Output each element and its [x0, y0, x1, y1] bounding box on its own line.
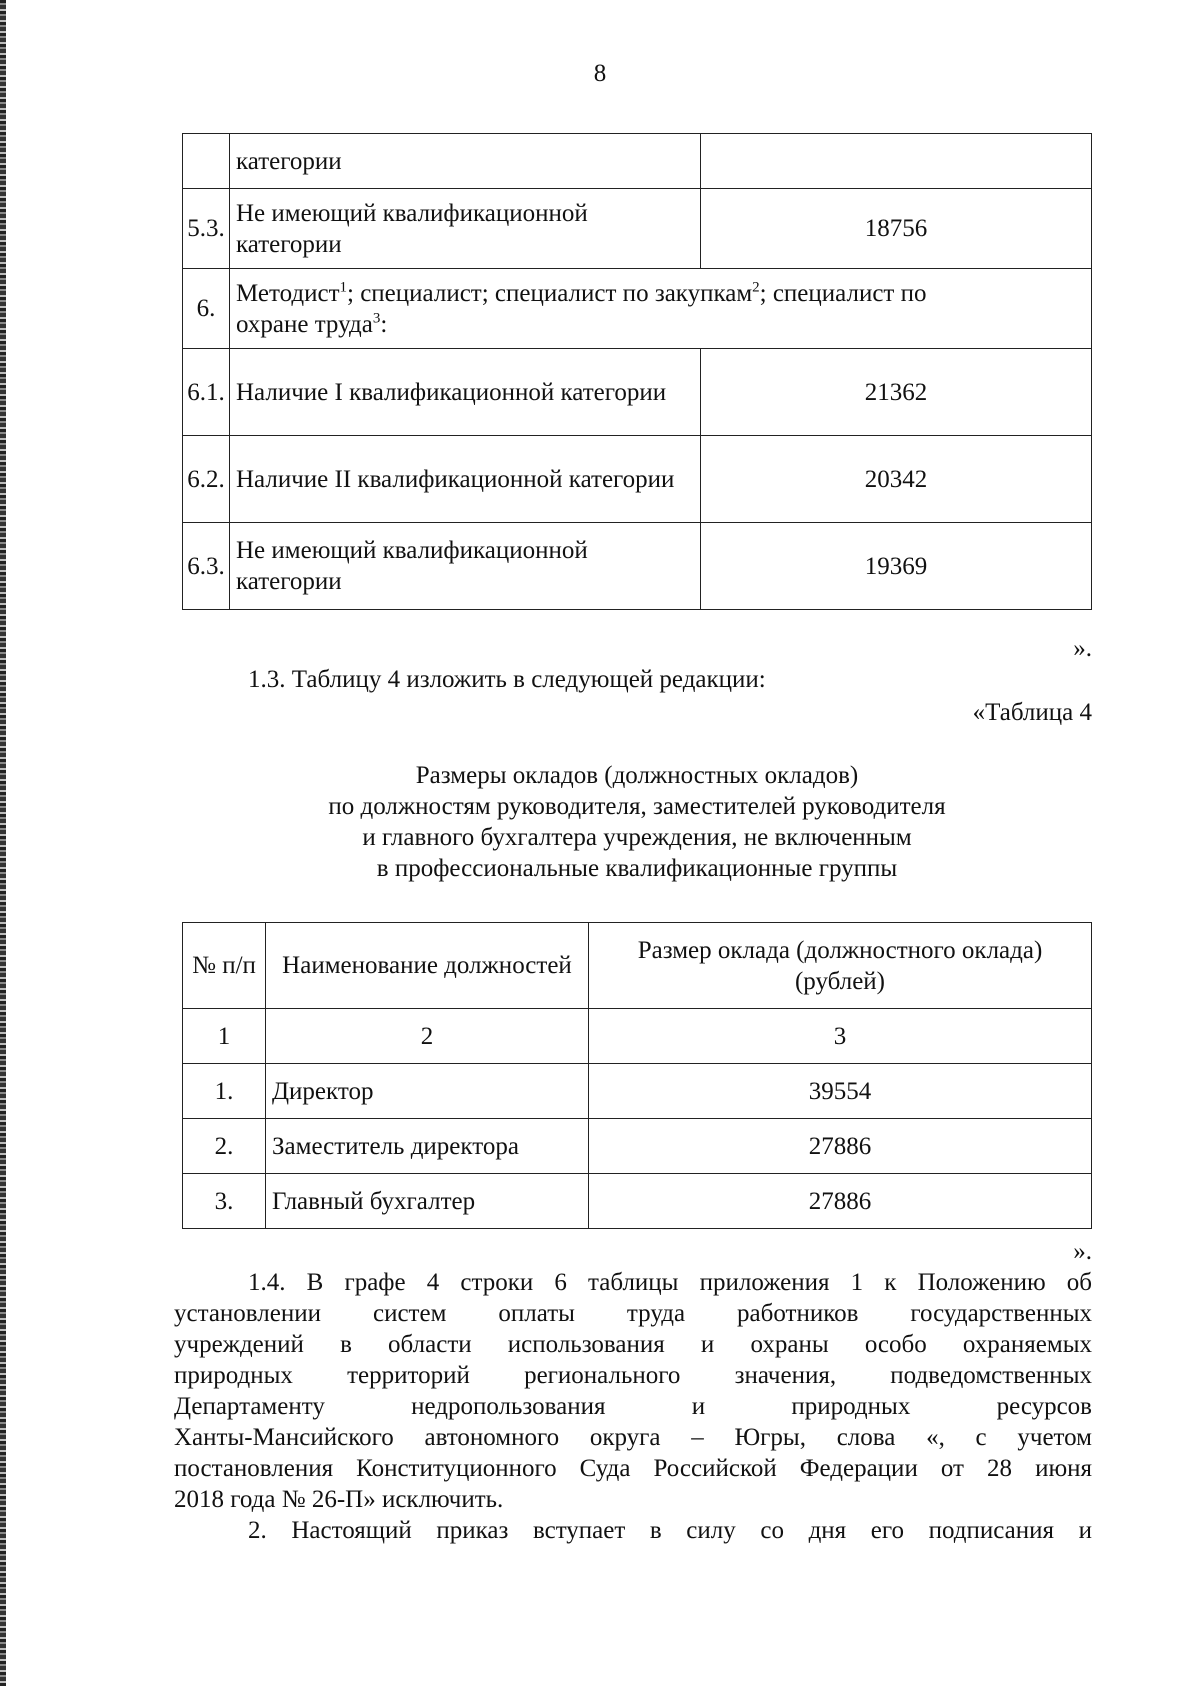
- paragraph-line: Департаменту недропользования и природных ресурсов: [174, 1393, 1092, 1420]
- row-number: 6.1.: [183, 349, 230, 436]
- table-title: [182, 760, 1092, 884]
- row-number: 2.: [183, 1119, 266, 1174]
- table-column-numbers-row: [183, 1009, 1092, 1064]
- position-group-line-1: Методист$^1$; специалист; специалист по закупкам$^2$; специалист по: [236, 279, 927, 307]
- table-title-line: в профессиональные квалификационные группы: [376, 855, 898, 882]
- salary-table-continued: [182, 133, 1092, 610]
- position-name: Директор: [266, 1064, 589, 1119]
- paragraph-line: 2018 года № 26-П» исключить.: [174, 1486, 504, 1513]
- position-group-line-2: охране труда$^3$:: [236, 310, 388, 338]
- table-row: [183, 349, 1092, 436]
- salary-value: 39554: [589, 1064, 1092, 1119]
- paragraph-line: природных территорий регионального значения, подведомственных: [174, 1362, 1092, 1389]
- salary-value: [701, 134, 1092, 189]
- table-row: [183, 134, 1092, 189]
- salary-value: 20342: [701, 436, 1092, 523]
- scan-edge: [0, 0, 6, 1686]
- paragraph-1-4: [174, 1267, 1092, 1515]
- row-number: 5.3.: [183, 189, 230, 269]
- position-name: Заместитель директора: [266, 1119, 589, 1174]
- row-number: 6.3.: [183, 523, 230, 610]
- page-number: 8: [593, 60, 607, 87]
- closing-quote: ».: [1073, 635, 1092, 662]
- paragraph-line: установлении систем оплаты труда работников государственных: [174, 1300, 1092, 1327]
- row-number: 3.: [183, 1174, 266, 1229]
- table-title-line: и главного бухгалтера учреждения, не включенным: [362, 824, 912, 851]
- table-row: [183, 269, 1092, 349]
- table-header-row: [183, 923, 1092, 1009]
- closing-quote: ».: [1073, 1238, 1092, 1265]
- position-name: Наличие I квалификационной категории: [230, 349, 701, 436]
- position-name: категории: [230, 134, 701, 189]
- row-number: [183, 134, 230, 189]
- header-salary: Размер оклада (должностного оклада) (рублей): [589, 923, 1092, 1009]
- row-number: 6.: [183, 269, 230, 349]
- table-row: [183, 436, 1092, 523]
- position-name: Наличие II квалификационной категории: [230, 436, 701, 523]
- header-number: № п/п: [183, 923, 266, 1009]
- column-number: 1: [183, 1009, 266, 1064]
- row-number: 6.2.: [183, 436, 230, 523]
- column-number: 3: [589, 1009, 1092, 1064]
- paragraph-line: постановления Конституционного Суда Российской Федерации от 28 июня: [174, 1455, 1092, 1482]
- table-title-line: по должностям руководителя, заместителей руководителя: [328, 793, 946, 820]
- position-name: Не имеющий квалификационной категории: [230, 523, 701, 610]
- salary-value: 18756: [701, 189, 1092, 269]
- table-row: [183, 1174, 1092, 1229]
- paragraph-2: 2. Настоящий приказ вступает в силу со дня его подписания и: [248, 1517, 1092, 1544]
- table-4: [182, 922, 1092, 1229]
- position-name: Главный бухгалтер: [266, 1174, 589, 1229]
- position-group-name: [230, 269, 1092, 349]
- table-row: [183, 1064, 1092, 1119]
- row-number: 1.: [183, 1064, 266, 1119]
- paragraph-line: учреждений в области использования и охраны особо охраняемых: [174, 1331, 1092, 1358]
- paragraph-line: Ханты-Мансийского автономного округа – Югры, слова «, с учетом: [174, 1424, 1092, 1451]
- table-label: «Таблица 4: [972, 699, 1092, 726]
- salary-value: 19369: [701, 523, 1092, 610]
- header-position: Наименование должностей: [266, 923, 589, 1009]
- column-number: 2: [266, 1009, 589, 1064]
- table-title-line: Размеры окладов (должностных окладов): [415, 762, 859, 789]
- table-row: [183, 1119, 1092, 1174]
- position-name: Не имеющий квалификационной категории: [230, 189, 701, 269]
- salary-value: 21362: [701, 349, 1092, 436]
- salary-value: 27886: [589, 1119, 1092, 1174]
- salary-value: 27886: [589, 1174, 1092, 1229]
- paragraph-1-3: 1.3. Таблицу 4 изложить в следующей редакции:: [248, 666, 766, 693]
- table-row: [183, 189, 1092, 269]
- table-row: [183, 523, 1092, 610]
- paragraph-line: 1.4. В графе 4 строки 6 таблицы приложения 1 к Положению об: [248, 1269, 1092, 1296]
